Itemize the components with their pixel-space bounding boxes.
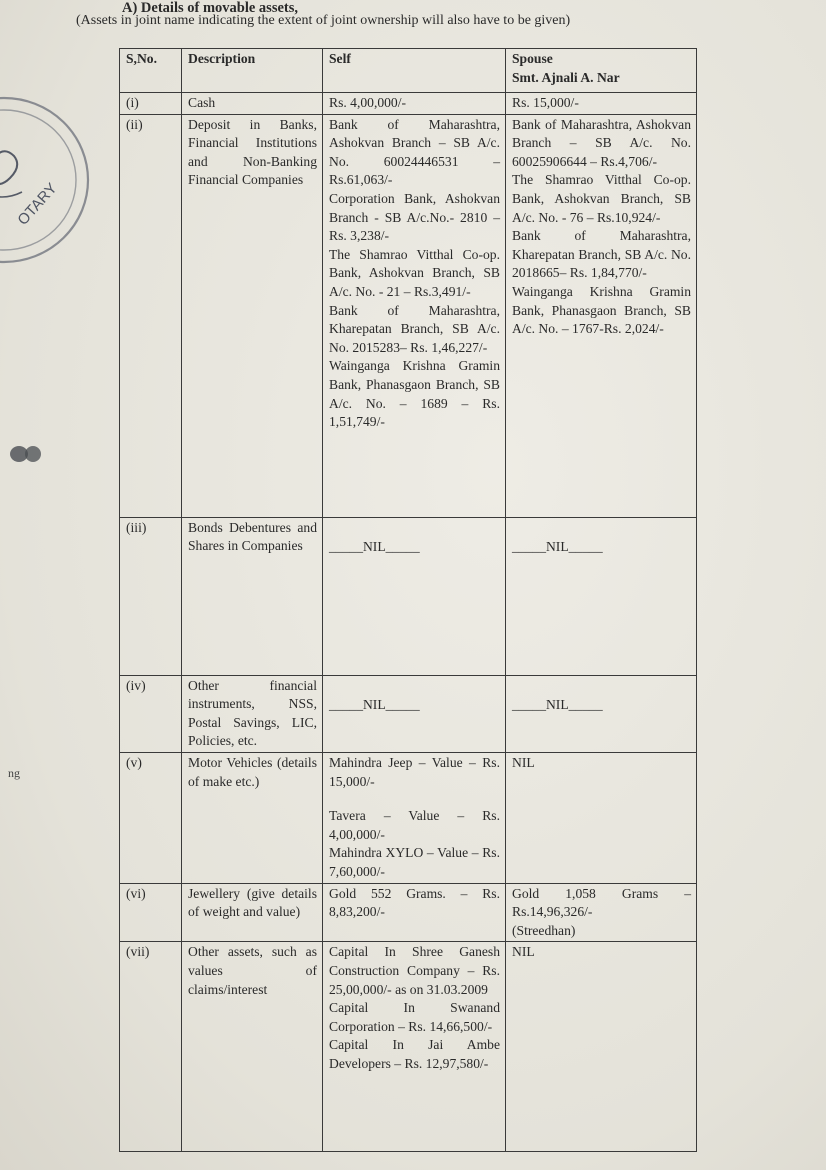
margin-text: ng [8, 766, 20, 780]
capital-entry: Capital In Swanand Corporation – Rs. 14,66,500/- [329, 1000, 500, 1034]
row-description: Bonds Debentures and Shares in Companies [182, 517, 323, 675]
section-subheading: (Assets in joint name indicating the extent of joint ownership will also have to be given) [76, 13, 571, 28]
row-sno: (ii) [120, 114, 182, 517]
row-self [323, 752, 506, 883]
row-self: Rs. 4,00,000/- [323, 93, 506, 115]
vehicle-entry: Mahindra Jeep – Value – Rs. 15,000/- [329, 754, 500, 789]
deposit-entry: Bank of Maharashtra, Kharepatan Branch, SB A/c. No. 2018665– Rs. 1,84,770/- [512, 228, 691, 281]
row-self: _____NIL_____ [323, 517, 506, 675]
table-row [120, 93, 697, 115]
deposit-entry: Bank of Maharashtra, Ashokvan Branch – SB A/c. No. 60025906644 – Rs.4,706/- [512, 116, 691, 169]
table-row [120, 517, 697, 675]
row-self: _____NIL_____ [323, 675, 506, 752]
jewellery-note: (Streedhan) [512, 922, 576, 938]
capital-entry: Capital In Shree Ganesh Construction Company – Rs. 25,00,000/- as on 31.03.2009 [329, 944, 500, 997]
row-description: Other assets, such as values of claims/interest [182, 942, 323, 1152]
entry-gap [329, 791, 500, 807]
capital-entry: Capital In Jai Ambe Developers – Rs. 12,97,580/- [329, 1037, 500, 1071]
vehicle-entry: Tavera – Value – Rs. 4,00,000/- [329, 808, 500, 842]
row-sno: (v) [120, 752, 182, 883]
deposit-entry: Bank of Maharashtra, Ashokvan Branch – SB A/c. No. 60024446531 – Rs.61,063/- [329, 116, 500, 188]
row-sno: (i) [120, 93, 182, 115]
row-spouse [506, 114, 697, 517]
header-description: Description [182, 49, 323, 93]
row-description: Other financial instruments, NSS, Postal Savings, LIC, Policies, etc. [182, 675, 323, 752]
table-row [120, 942, 697, 1152]
row-description: Jewellery (give details of weight and value) [182, 883, 323, 942]
header-spouse-name: Smt. Ajnali A. Nar [512, 69, 620, 85]
deposit-entry: Wainganga Krishna Gramin Bank, Phanasgaon Branch, SB A/c. No. – 1767-Rs. 2,024/- [512, 283, 691, 337]
row-sno: (iv) [120, 675, 182, 752]
row-spouse: Rs. 15,000/- [506, 93, 697, 115]
row-description: Deposit in Banks, Financial Institutions and Non-Banking Financial Companies [182, 114, 323, 517]
seal-text: OTARY [14, 179, 61, 229]
table-row [120, 752, 697, 883]
row-description: Motor Vehicles (details of make etc.) [182, 752, 323, 883]
deposit-entry: Bank of Maharashtra, Kharepatan Branch, SB A/c. No. 2015283– Rs. 1,46,227/- [329, 302, 500, 355]
movable-assets-table [119, 48, 697, 1152]
row-self [323, 942, 506, 1152]
table-row [120, 114, 697, 517]
notary-seal-stamp [0, 92, 92, 268]
row-spouse [506, 883, 697, 942]
header-spouse-label: Spouse [512, 51, 553, 66]
jewellery-entry: Gold 1,058 Grams – Rs.14,96,326/- [512, 885, 691, 920]
row-sno: (vi) [120, 883, 182, 942]
row-spouse: NIL [506, 942, 697, 1152]
row-self: Gold 552 Grams. – Rs. 8,83,200/- [323, 883, 506, 942]
table-row [120, 675, 697, 752]
row-spouse: _____NIL_____ [506, 517, 697, 675]
deposit-entry: Corporation Bank, Ashokvan Branch - SB A/c.No.- 2810 – Rs. 3,238/- [329, 190, 500, 244]
header-self: Self [323, 49, 506, 93]
row-sno: (vii) [120, 942, 182, 1152]
deposit-entry: The Shamrao Vitthal Co-op. Bank, Ashokvan Branch, SB A/c. No. - 76 – Rs.10,924/- [512, 172, 691, 225]
table-row [120, 883, 697, 942]
row-spouse: NIL [506, 752, 697, 883]
row-description: Cash [182, 93, 323, 115]
section-heading: A) Details of movable assets, [122, 0, 298, 16]
deposit-entry: Wainganga Krishna Gramin Bank, Phanasgaon Branch, SB A/c. No. – 1689 – Rs. 1,51,749/- [329, 358, 500, 430]
vehicle-entry: Mahindra XYLO – Value – Rs. 7,60,000/- [329, 845, 500, 879]
row-spouse: _____NIL_____ [506, 675, 697, 752]
punch-hole-mark [8, 443, 42, 465]
table-header-row [120, 49, 697, 93]
header-spouse [506, 49, 697, 93]
row-self [323, 114, 506, 517]
deposit-entry: The Shamrao Vitthal Co-op. Bank, Ashokvan Branch, SB A/c. No. - 21 – Rs.3,491/- [329, 246, 500, 299]
header-sno: S,No. [120, 49, 182, 93]
row-sno: (iii) [120, 517, 182, 675]
